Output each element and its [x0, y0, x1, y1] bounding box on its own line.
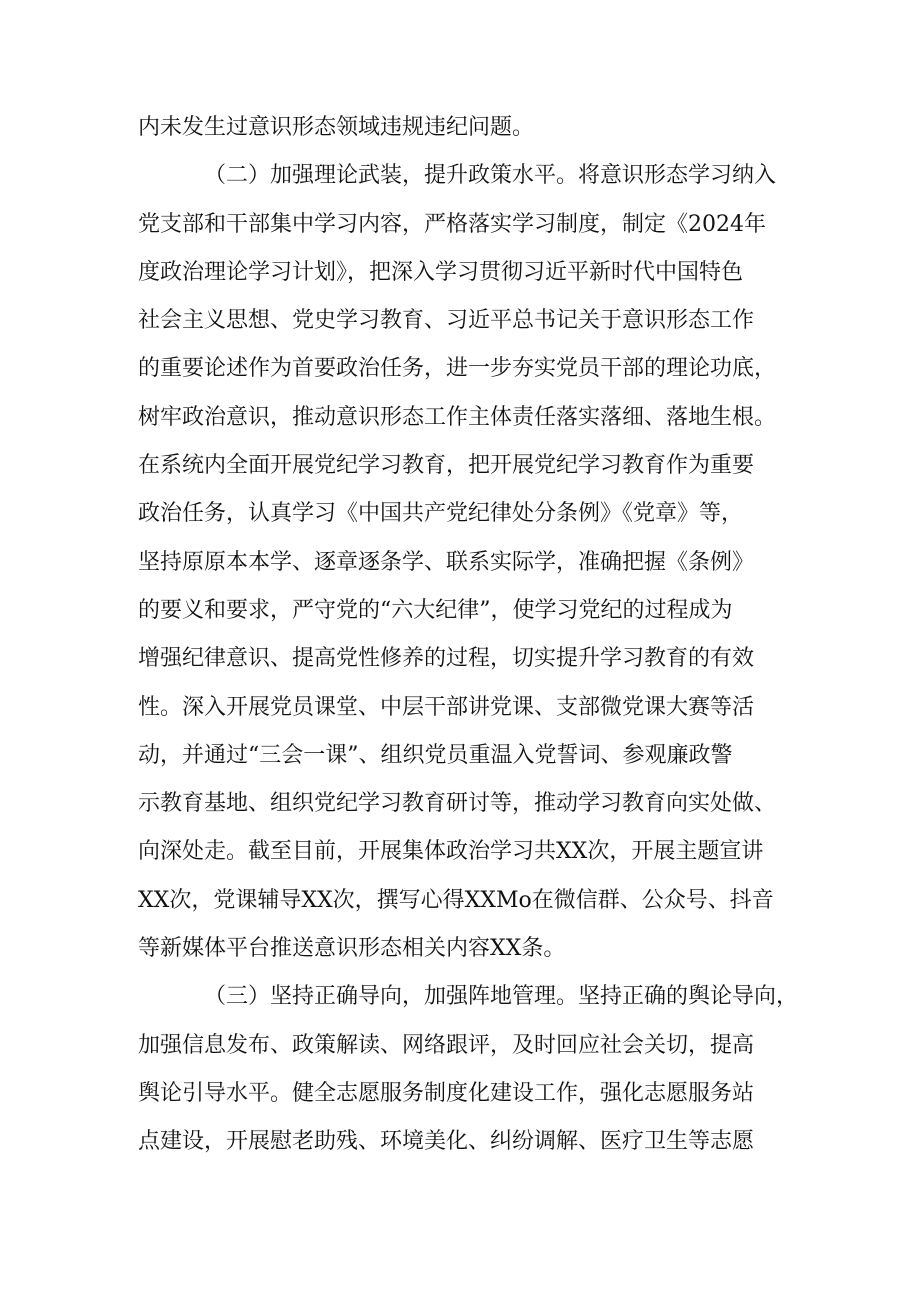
text-line: 增强纪律意识、提高党性修养的过程，切实提升学习教育的有效 — [138, 646, 755, 672]
text-line: 坚持原原本本学、逐章逐条学、联系实际学，准确把握《条例》 — [138, 549, 755, 575]
text-line: 的重要论述作为首要政治任务，进一步夯实党员干部的理论功底， — [138, 356, 777, 382]
text-line: 向深处走。截至目前，开展集体政治学习共XX次，开展主题宣讲 — [138, 839, 764, 865]
document-body — [138, 104, 798, 1167]
text-line: 等新媒体平台推送意识形态相关内容XX条。 — [138, 936, 566, 962]
text-line: 树牢政治意识，推动意识形态工作主体责任落实落细、落地生根。 — [138, 404, 777, 430]
text-line: 内未发生过意识形态领域违规违纪问题。 — [138, 115, 535, 140]
text-line: 度政治理论学习计划》，把深入学习贯彻习近平新时代中国特色 — [138, 259, 744, 285]
text-line: XX次，党课辅导XX次，撰写心得XXMo在微信群、公众号、抖音 — [138, 887, 774, 913]
text-line: 动，并通过“三会一课”、组织党员重温入党誓词、参观廉政警 — [138, 742, 733, 768]
text-line: 社会主义思想、党史学习教育、习近平总书记关于意识形态工作 — [138, 308, 755, 334]
text-line: 加强信息发布、政策解读、网络跟评，及时回应社会关切，提高 — [138, 1032, 755, 1058]
text-line: 舆论引导水平。健全志愿服务制度化建设工作，强化志愿服务站 — [138, 1080, 755, 1106]
text-line: 性。深入开展党员课堂、中层干部讲党课、支部微党课大赛等活 — [138, 694, 755, 720]
text-line: 党支部和干部集中学习内容，严格落实学习制度，制定《2024年 — [138, 211, 766, 237]
text-line: 政治任务，认真学习《中国共产党纪律处分条例》《党章》等， — [138, 501, 744, 527]
section-heading-line: （二）加强理论武装，提升政策水平。将意识形态学习纳入 — [204, 163, 777, 189]
text-line: 的要义和要求，严守党的“六大纪律”，使学习党纪的过程成为 — [138, 597, 733, 623]
section-heading-line: （三）坚持正确导向，加强阵地管理。坚持正确的舆论导向， — [204, 984, 799, 1010]
text-line: 示教育基地、组织党纪学习教育研讨等，推动学习教育向实处做、 — [138, 791, 777, 817]
text-line: 点建设，开展慰老助残、环境美化、纠纷调解、医疗卫生等志愿 — [138, 1129, 755, 1155]
text-line: 在系统内全面开展党纪学习教育，把开展党纪学习教育作为重要 — [138, 453, 755, 479]
